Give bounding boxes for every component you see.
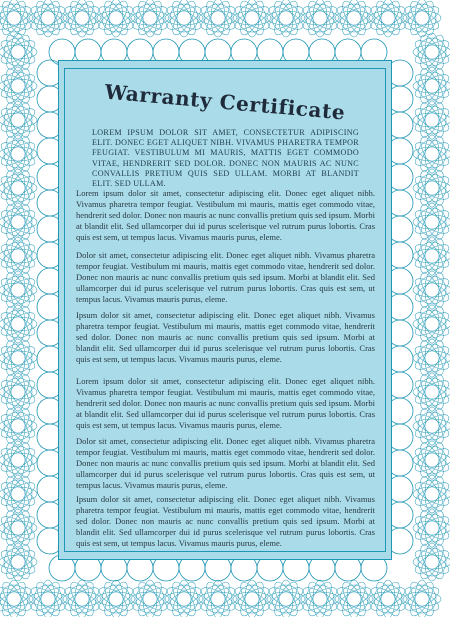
body-paragraph: Dolor sit amet, consectetur adipiscing elit. Donec eget aliquet nibh. Vivamus pharetra tempor feugiat. Vestibulum mi mauris, mattis eget commodo vitae, hendrerit sed dolor. Donec non mauris ac nunc convallis pretium quis sed ipsum. Morbi at blandit elit. Sed ullamcorper dui id purus scelerisque vel rutrum purus lobortis. Cras quis est sem, ut tempus lacus. Vivamus mauris purus, eleme. — [76, 250, 375, 304]
intro-text: LOREM IPSUM DOLOR SIT AMET, CONSECTETUR ADIPISCING ELIT. DONEC EGET ALIQUET NIBH. VIVAMUS PHARETRA TEMPOR FEUGIAT. VESTIBULUM MI MAURIS, MATTIS EGET COMMODO VITAE, HENDRERIT SED DOLOR. DONEC NON MAURIS AC NUNC CONVALLIS PRETIUM QUIS SED ULLAM. MORBI AT BLANDIT ELIT. SED ULLAM. — [92, 128, 359, 189]
body-paragraph: Lorem ipsum dolor sit amet, consectetur adipiscing elit. Donec eget aliquet nibh. Vivamus pharetra tempor feugiat. Vestibulum mi mauris, mattis eget commodo vitae, hendrerit sed dolor. Donec non mauris ac nunc convallis pretium quis sed ipsum. Morbi at blandit elit. Sed ullamcorper dui id purus scelerisque vel rutrum purus lobortis. Cras quis est sem, ut tempus lacus. Vivamus mauris purus, eleme. — [76, 376, 375, 430]
certificate-title: Warranty Certificate — [103, 79, 347, 125]
body-paragraph: Lorem ipsum dolor sit amet, consectetur adipiscing elit. Donec eget aliquet nibh. Vivamus pharetra tempor feugiat. Vestibulum mi mauris, mattis eget commodo vitae, hendrerit sed dolor. Donec non mauris ac nunc convallis pretium quis sed ipsum. Morbi at blandit elit. Sed ullamcorper dui id purus scelerisque vel rutrum purus lobortis. Cras quis est sem, ut tempus lacus. Vivamus mauris purus, eleme. — [76, 188, 375, 242]
body-paragraph: Dolor sit amet, consectetur adipiscing elit. Donec eget aliquet nibh. Vivamus pharetra tempor feugiat. Vestibulum mi mauris, mattis eget commodo vitae, hendrerit sed dolor. Donec non mauris ac nunc convallis pretium quis sed ipsum. Morbi at blandit elit. Sed ullamcorper dui id purus scelerisque vel rutrum purus lobortis. Cras quis est sem, ut tempus lacus. Vivamus mauris purus, eleme. — [76, 436, 375, 490]
body-paragraph: Ipsum dolor sit amet, consectetur adipiscing elit. Donec eget aliquet nibh. Vivamus pharetra tempor feugiat. Vestibulum mi mauris, mattis eget commodo vitae, hendrerit sed dolor. Donec non mauris ac nunc convallis pretium quis sed ipsum. Morbi at blandit elit. Sed ullamcorper dui id purus scelerisque vel rutrum purus lobortis. Cras quis est sem, ut tempus lacus. Vivamus mauris purus, eleme. — [76, 310, 375, 364]
body-paragraph: Ipsum dolor sit amet, consectetur adipiscing elit. Donec eget aliquet nibh. Vivamus pharetra tempor feugiat. Vestibulum mi mauris, mattis eget commodo vitae, hendrerit sed dolor. Donec non mauris ac nunc convallis pretium quis sed ipsum. Morbi at blandit elit. Sed ullamcorper dui id purus scelerisque vel rutrum purus lobortis. Cras quis est sem, ut tempus lacus. Vivamus mauris purus, eleme. — [76, 494, 375, 548]
